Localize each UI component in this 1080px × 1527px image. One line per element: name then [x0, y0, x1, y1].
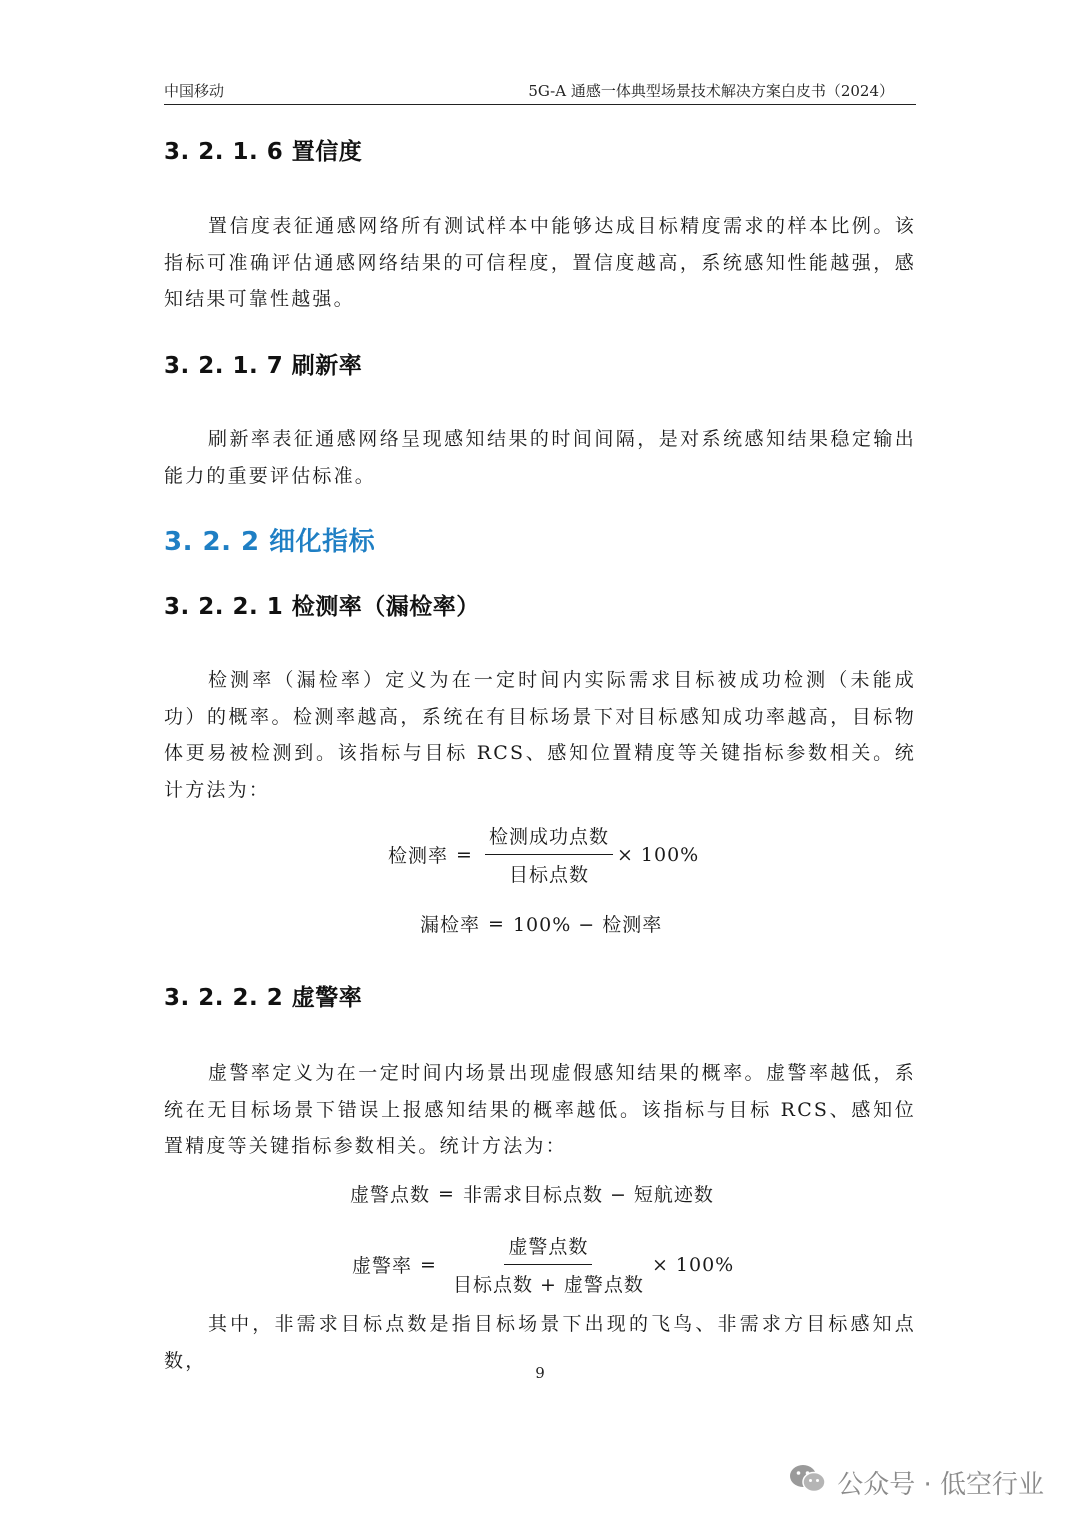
watermark	[789, 1462, 1044, 1502]
formula-lhs: 漏检率	[420, 914, 481, 936]
heading-3217: 3. 2. 1. 7 刷新率	[164, 353, 363, 379]
formula-lhs: 虚警点数	[350, 1184, 431, 1206]
formula-rhs: 100% − 检测率	[512, 914, 663, 936]
header-org: 中国移动	[164, 82, 225, 100]
formula-miss-rate	[420, 910, 662, 937]
heading-3216: 3. 2. 1. 6 置信度	[164, 139, 363, 165]
formula-equals: =	[420, 1253, 437, 1276]
formula-times: × 100%	[651, 1253, 735, 1276]
header-doc-title: 5G-A 通感一体典型场景技术解决方案白皮书（2024）	[528, 82, 894, 100]
formula-fraction	[485, 822, 613, 887]
formula-detection-rate	[388, 822, 699, 887]
paragraph-confidence: 置信度表征通感网络所有测试样本中能够达成目标精度需求的样本比例。该指标可准确评估通感网络结果的可信程度，置信度越高，系统感知性能越强，感知结果可靠性越强。	[164, 215, 916, 310]
formula-equals: =	[456, 843, 473, 866]
formula-lhs: 虚警率	[352, 1255, 413, 1277]
formula-false-alarm-points	[350, 1180, 714, 1207]
paragraph-refresh-rate: 刷新率表征通感网络呈现感知结果的时间间隔，是对系统感知结果稳定输出能力的重要评估标准。	[164, 428, 916, 487]
formula-rhs: 非需求目标点数 − 短航迹数	[462, 1184, 714, 1206]
formula-fraction	[449, 1232, 648, 1297]
page-number: 9	[535, 1364, 545, 1382]
heading-322: 3. 2. 2 细化指标	[164, 527, 376, 557]
paragraph-detection-rate: 检测率（漏检率）定义为在一定时间内实际需求目标被成功检测（未能成功）的概率。检测率越高，系统在有目标场景下对目标感知成功率越高，目标物体更易被检测到。该指标与目标 RCS、感知位置精度等关键指标参数相关。统计方法为：	[164, 669, 916, 801]
formula-denominator: 目标点数	[508, 864, 589, 886]
heading-3221: 3. 2. 2. 1 检测率（漏检率）	[164, 594, 480, 620]
formula-lhs: 检测率	[388, 845, 449, 867]
watermark-text: 公众号 · 低空行业	[837, 1469, 1044, 1500]
formula-numerator: 检测成功点数	[485, 822, 613, 855]
paragraph-non-target-points: 其中，非需求目标点数是指目标场景下出现的飞鸟、非需求方目标感知点数，	[164, 1313, 916, 1372]
formula-times: × 100%	[616, 843, 700, 866]
formula-numerator: 虚警点数	[504, 1232, 592, 1265]
formula-equals: =	[438, 1182, 455, 1205]
wechat-icon	[789, 1463, 827, 1502]
heading-3222: 3. 2. 2. 2 虚警率	[164, 985, 363, 1011]
formula-denominator: 目标点数 + 虚警点数	[452, 1274, 644, 1296]
formula-false-alarm-rate	[352, 1232, 734, 1297]
formula-equals: =	[488, 912, 505, 935]
page-header	[164, 78, 916, 105]
paragraph-false-alarm-rate: 虚警率定义为在一定时间内场景出现虚假感知结果的概率。虚警率越低，系统在无目标场景下错误上报感知结果的概率越低。该指标与目标 RCS、感知位置精度等关键指标参数相关。统计方法为：	[164, 1062, 916, 1157]
